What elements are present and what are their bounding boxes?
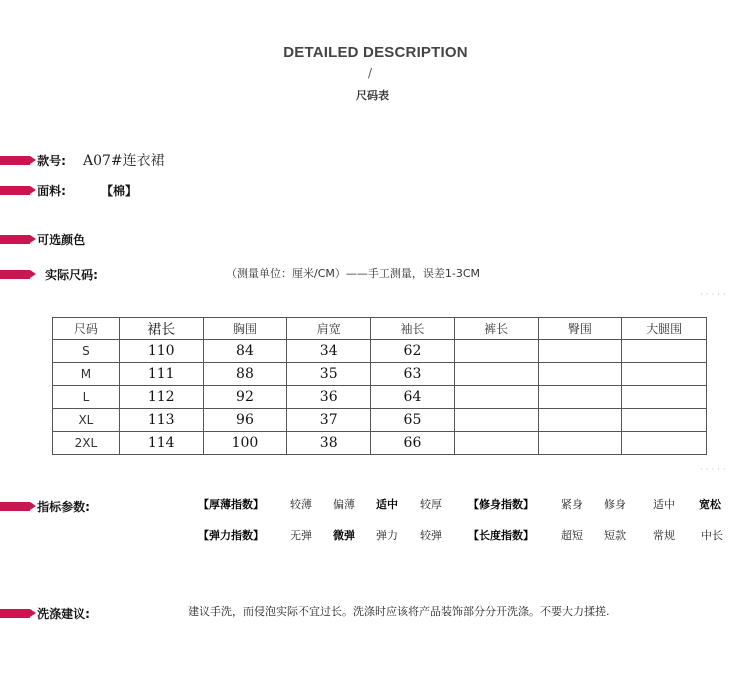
- length-option: 常规: [653, 529, 675, 542]
- table-cell: 62: [371, 340, 455, 363]
- elasticity-option: 无弹: [290, 529, 312, 542]
- fit-index-title: 【修身指数】: [468, 498, 534, 511]
- table-cell: M: [53, 363, 120, 386]
- table-cell: 92: [203, 386, 287, 409]
- table-cell: L: [53, 386, 120, 409]
- table-cell: 63: [371, 363, 455, 386]
- table-cell: [538, 340, 622, 363]
- table-cell: 38: [287, 432, 371, 455]
- length-index-title: 【长度指数】: [468, 529, 534, 542]
- fit-option: 紧身: [561, 498, 583, 511]
- table-header-cell: 臀围: [538, 318, 622, 340]
- table-cell: [622, 409, 707, 432]
- bullet-marker-icon: [0, 609, 30, 618]
- indices-label: 指标参数:: [37, 500, 90, 514]
- table-row: [53, 340, 707, 363]
- table-header-cell: 袖长: [371, 318, 455, 340]
- table-header-cell: 尺码: [53, 318, 120, 340]
- table-cell: 96: [203, 409, 287, 432]
- table-cell: [538, 409, 622, 432]
- table-cell: [454, 386, 538, 409]
- table-cell: 64: [371, 386, 455, 409]
- table-cell: [622, 363, 707, 386]
- decor-dots: · · · · ·: [700, 465, 726, 475]
- table-row: [53, 432, 707, 455]
- table-cell: 2XL: [53, 432, 120, 455]
- table-cell: [622, 432, 707, 455]
- table-cell: [622, 386, 707, 409]
- fit-option: 修身: [604, 498, 626, 511]
- thickness-option: 较薄: [290, 498, 312, 511]
- fabric-row: [0, 180, 137, 199]
- decor-dots: · · · · ·: [700, 290, 726, 300]
- table-cell: XL: [53, 409, 120, 432]
- table-cell: [454, 409, 538, 432]
- table-cell: 34: [287, 340, 371, 363]
- elasticity-option-selected: 微弹: [333, 529, 355, 542]
- elasticity-option: 较弹: [420, 529, 442, 542]
- wash-text: 建议手洗，而侵泡实际不宜过长。洗涤时应该将产品装饰部分分开洗涤。不要大力揉搓.: [188, 605, 610, 618]
- thickness-option-selected: 适中: [376, 498, 398, 511]
- style-no-label: 款号:: [37, 154, 66, 168]
- title-slash: /: [368, 66, 373, 80]
- table-cell: 36: [287, 386, 371, 409]
- bullet-marker-icon: [0, 186, 30, 195]
- fit-option: 适中: [653, 498, 675, 511]
- table-cell: 88: [203, 363, 287, 386]
- table-cell: 65: [371, 409, 455, 432]
- page-title: DETAILED DESCRIPTION: [283, 44, 468, 61]
- bullet-marker-icon: [0, 270, 30, 279]
- elasticity-index-title: 【弹力指数】: [198, 529, 264, 542]
- table-cell: [622, 340, 707, 363]
- thickness-option: 偏薄: [333, 498, 355, 511]
- table-header-cell: 胸围: [203, 318, 287, 340]
- bullet-marker-icon: [0, 235, 30, 244]
- style-no-row: [0, 150, 165, 170]
- table-cell: [454, 432, 538, 455]
- table-cell: 111: [119, 363, 203, 386]
- table-cell: S: [53, 340, 120, 363]
- table-header-row: [53, 318, 707, 340]
- page-subtitle: 尺码表: [356, 89, 389, 102]
- table-header-cell: 裤长: [454, 318, 538, 340]
- table-cell: 35: [287, 363, 371, 386]
- wash-label: 洗涤建议:: [37, 607, 90, 621]
- indices-row: [0, 496, 90, 515]
- fit-option-selected: 宽松: [699, 498, 721, 511]
- table-row: [53, 409, 707, 432]
- table-cell: 66: [371, 432, 455, 455]
- fabric-value: 【棉】: [101, 184, 138, 198]
- length-option: 超短: [561, 529, 583, 542]
- colors-row: [0, 229, 85, 248]
- table-row: [53, 363, 707, 386]
- thickness-index-title: 【厚薄指数】: [198, 498, 264, 511]
- size-table: [52, 317, 707, 455]
- length-option: 中长: [701, 529, 723, 542]
- table-cell: 110: [119, 340, 203, 363]
- table-cell: [454, 340, 538, 363]
- elasticity-option: 弹力: [376, 529, 398, 542]
- table-cell: 84: [203, 340, 287, 363]
- measure-note: （测量单位：厘米/CM）——手工测量，误差1-3CM: [226, 267, 481, 280]
- length-option: 短款: [604, 529, 626, 542]
- table-header-cell: 裙长: [119, 318, 203, 340]
- table-cell: [538, 386, 622, 409]
- thickness-option: 较厚: [420, 498, 442, 511]
- table-cell: [538, 363, 622, 386]
- wash-row: [0, 603, 90, 622]
- bullet-marker-icon: [0, 156, 30, 165]
- table-cell: 114: [119, 432, 203, 455]
- table-cell: 37: [287, 409, 371, 432]
- table-header-cell: 肩宽: [287, 318, 371, 340]
- bullet-marker-icon: [0, 502, 30, 511]
- table-cell: [538, 432, 622, 455]
- style-no-value: A07#连衣裙: [83, 153, 165, 169]
- table-cell: 100: [203, 432, 287, 455]
- table-cell: 112: [119, 386, 203, 409]
- table-header-cell: 大腿围: [622, 318, 707, 340]
- colors-label: 可选颜色: [37, 233, 86, 247]
- actual-size-label: 实际尺码:: [45, 268, 98, 282]
- table-row: [53, 386, 707, 409]
- actual-size-row: [0, 264, 98, 283]
- table-cell: 113: [119, 409, 203, 432]
- table-cell: [454, 363, 538, 386]
- fabric-label: 面料:: [37, 184, 66, 198]
